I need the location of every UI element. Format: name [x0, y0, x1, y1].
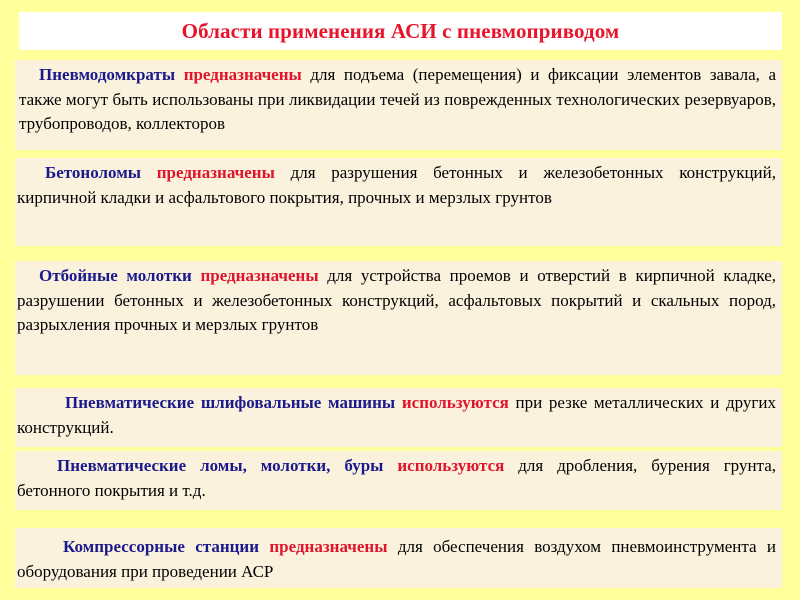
term-label: Пневматические шлифовальные машины [65, 393, 396, 412]
verb-label: предназначены [269, 537, 388, 556]
block-paragraph [17, 454, 776, 503]
verb-label: предназначены [200, 266, 319, 285]
term-label: Бетоноломы [45, 163, 142, 182]
description-text: для разрушения бетонных и железобетонных конструкций, кирпичной кладки и асфальтового покрытия, прочных и мерзлых грунтов [17, 163, 776, 207]
description-text: для устройства проемов и отверстий в кирпичной кладке, разрушении бетонных и железобетонных конструкций, асфальтовых покрытий и скальных пород, разрыхления прочных и мерзлых грунтов [17, 266, 776, 334]
description-text: для подъема (перемещения) и фиксации элементов завала, а также могут быть использованы при ликвидации течей из поврежденных технологических резервуаров, трубопроводов, коллекторов [19, 65, 776, 133]
verb-label: используются [397, 456, 505, 475]
block-paragraph [17, 161, 776, 210]
block-jackhammers [15, 261, 782, 375]
term-label: Компрессорные станции [63, 537, 260, 556]
verb-label: используются [401, 393, 509, 412]
block-grinders [15, 388, 782, 447]
block-paragraph [19, 63, 776, 137]
description-text: при резке металлических и других конструкций. [17, 393, 776, 437]
term-label: Пневмодомкраты [39, 65, 176, 84]
block-concrete-breakers [15, 158, 782, 246]
title-box [19, 12, 782, 50]
block-paragraph [17, 535, 776, 584]
verb-label: предназначены [183, 65, 302, 84]
block-compressor-stations [15, 528, 782, 588]
block-paragraph [17, 391, 776, 440]
description-text: для дробления, бурения грунта, бетонного покрытия и т.д. [17, 456, 776, 500]
block-crowbars-hammers-drills [15, 451, 782, 510]
verb-label: предназначены [156, 163, 275, 182]
description-text: для обеспечения воздухом пневмоинструмента и оборудования при проведении АСР [17, 537, 777, 581]
term-label: Пневматические ломы, молотки, буры [57, 456, 384, 475]
block-paragraph [17, 264, 776, 338]
page-title: Области применения АСИ с пневмоприводом [181, 18, 620, 43]
term-label: Отбойные молотки [39, 266, 192, 285]
block-pneumojacks [15, 60, 782, 150]
